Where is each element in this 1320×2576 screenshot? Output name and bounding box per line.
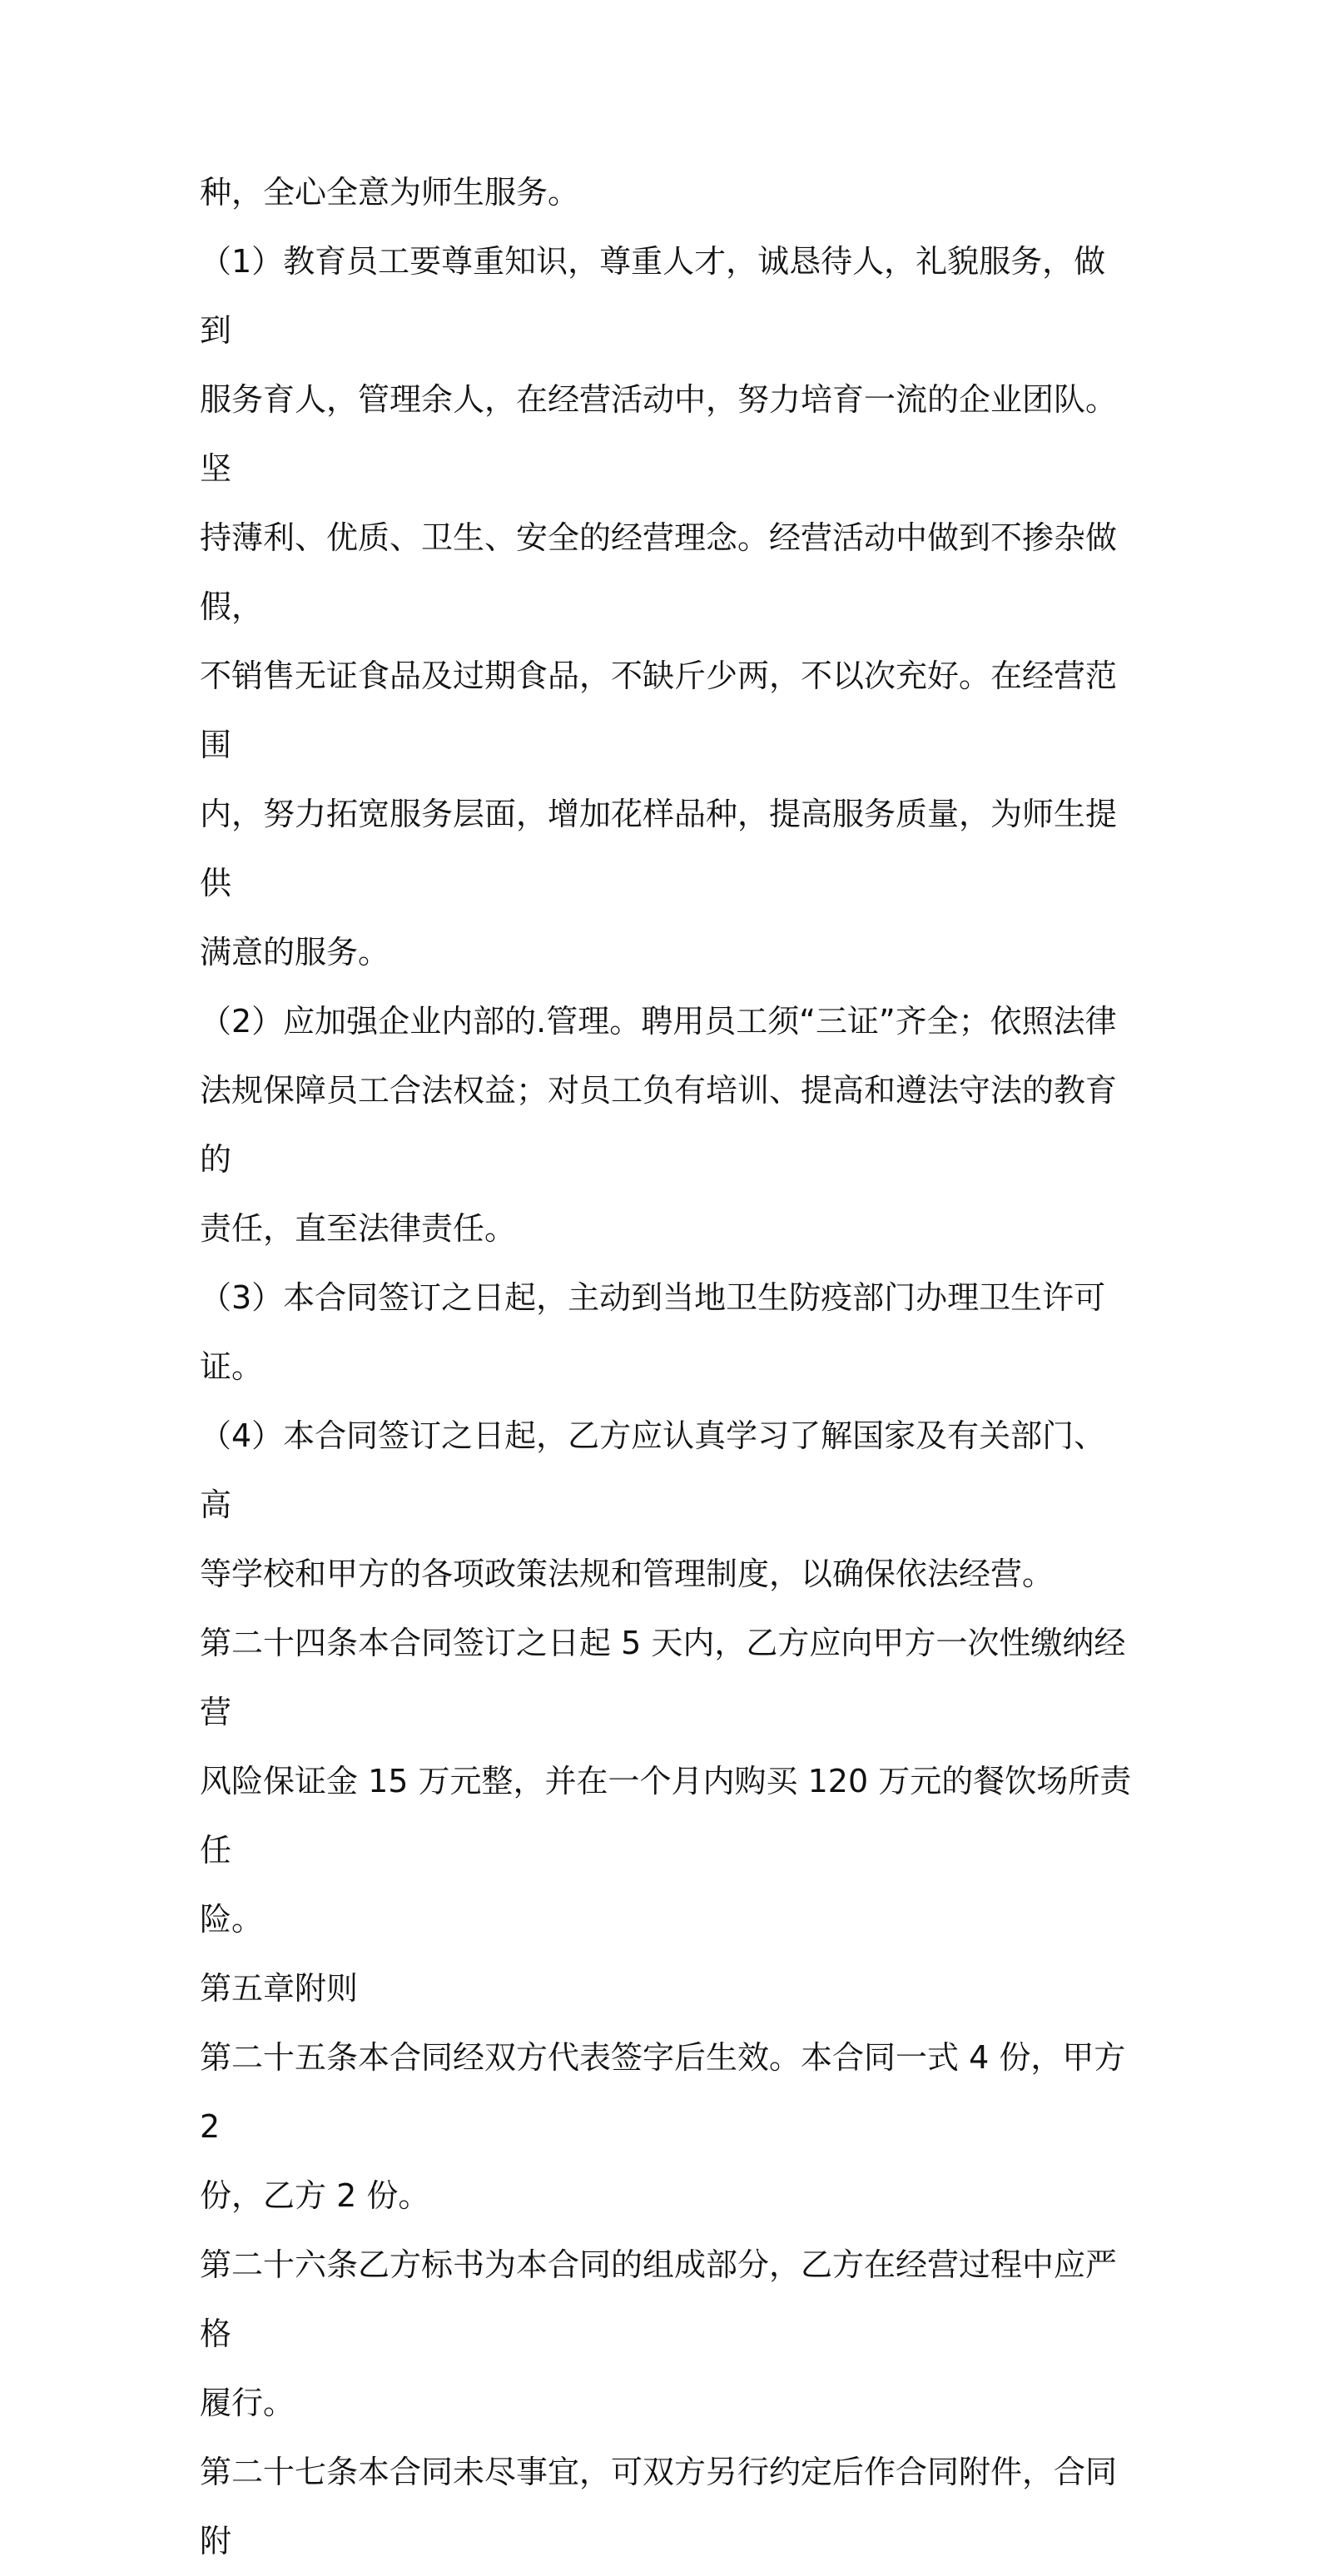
text-line: 法规保障员工合法权益；对员工负有培训、提高和遵法守法的教育的 [200,1072,1118,1178]
text-line: 不销售无证食品及过期食品，不缺斤少两，不以次充好。在经营范围 [200,658,1118,763]
text-line: 第二十七条本合同未尽事宜，可双方另行约定后作合同附件，合同附 [200,2454,1118,2559]
text-line: （2）应加强企业内部的.管理。聘用员工须“三证”齐全；依照法律 [200,1003,1117,1040]
text-line: （3）本合同签订之日起，主动到当地卫生防疫部门办理卫生许可证。 [200,1279,1106,1385]
text-line: 内，努力拓宽服务层面，增加花样品种，提高服务质量，为师生提供 [200,796,1118,901]
text-line: 责任，直至法律责任。 [200,1210,517,1247]
chapter-heading: 第五章附则 [200,1970,359,2007]
text-line: 持薄利、优质、卫生、安全的经营理念。经营活动中做到不掺杂做假， [200,519,1118,625]
text-line: 种，全心全意为师生服务。 [200,174,580,211]
document-body [200,158,1132,2576]
text-line: （4）本合同签订之日起，乙方应认真学习了解国家及有关部门、高 [200,1417,1106,1523]
text-line: 履行。 [200,2385,295,2421]
text-line: （1）教育员工要尊重知识，尊重人才，诚恳待人，礼貌服务，做到 [200,243,1106,349]
text-line: 等学校和甲方的各项政策法规和管理制度，以确保依法经营。 [200,1556,1055,1592]
text-line: 风险保证金 15 万元整，并在一个月内购买 120 万元的餐饮场所责任 [200,1763,1132,1869]
text-line: 第二十五条本合同经双方代表签字后生效。本合同一式 4 份，甲方 2 [200,2039,1126,2145]
text-line: 第二十四条本合同签订之日起 5 天内，乙方应向甲方一次性缴纳经营 [200,1625,1126,1730]
text-line: 险。 [200,1901,264,1938]
text-line: 满意的服务。 [200,934,390,970]
text-line: 份，乙方 2 份。 [200,2177,430,2214]
text-line: 服务育人，管理余人，在经营活动中，努力培育一流的企业团队。坚 [200,381,1118,487]
text-line: 第二十六条乙方标书为本合同的组成部分，乙方在经营过程中应严格 [200,2246,1118,2352]
